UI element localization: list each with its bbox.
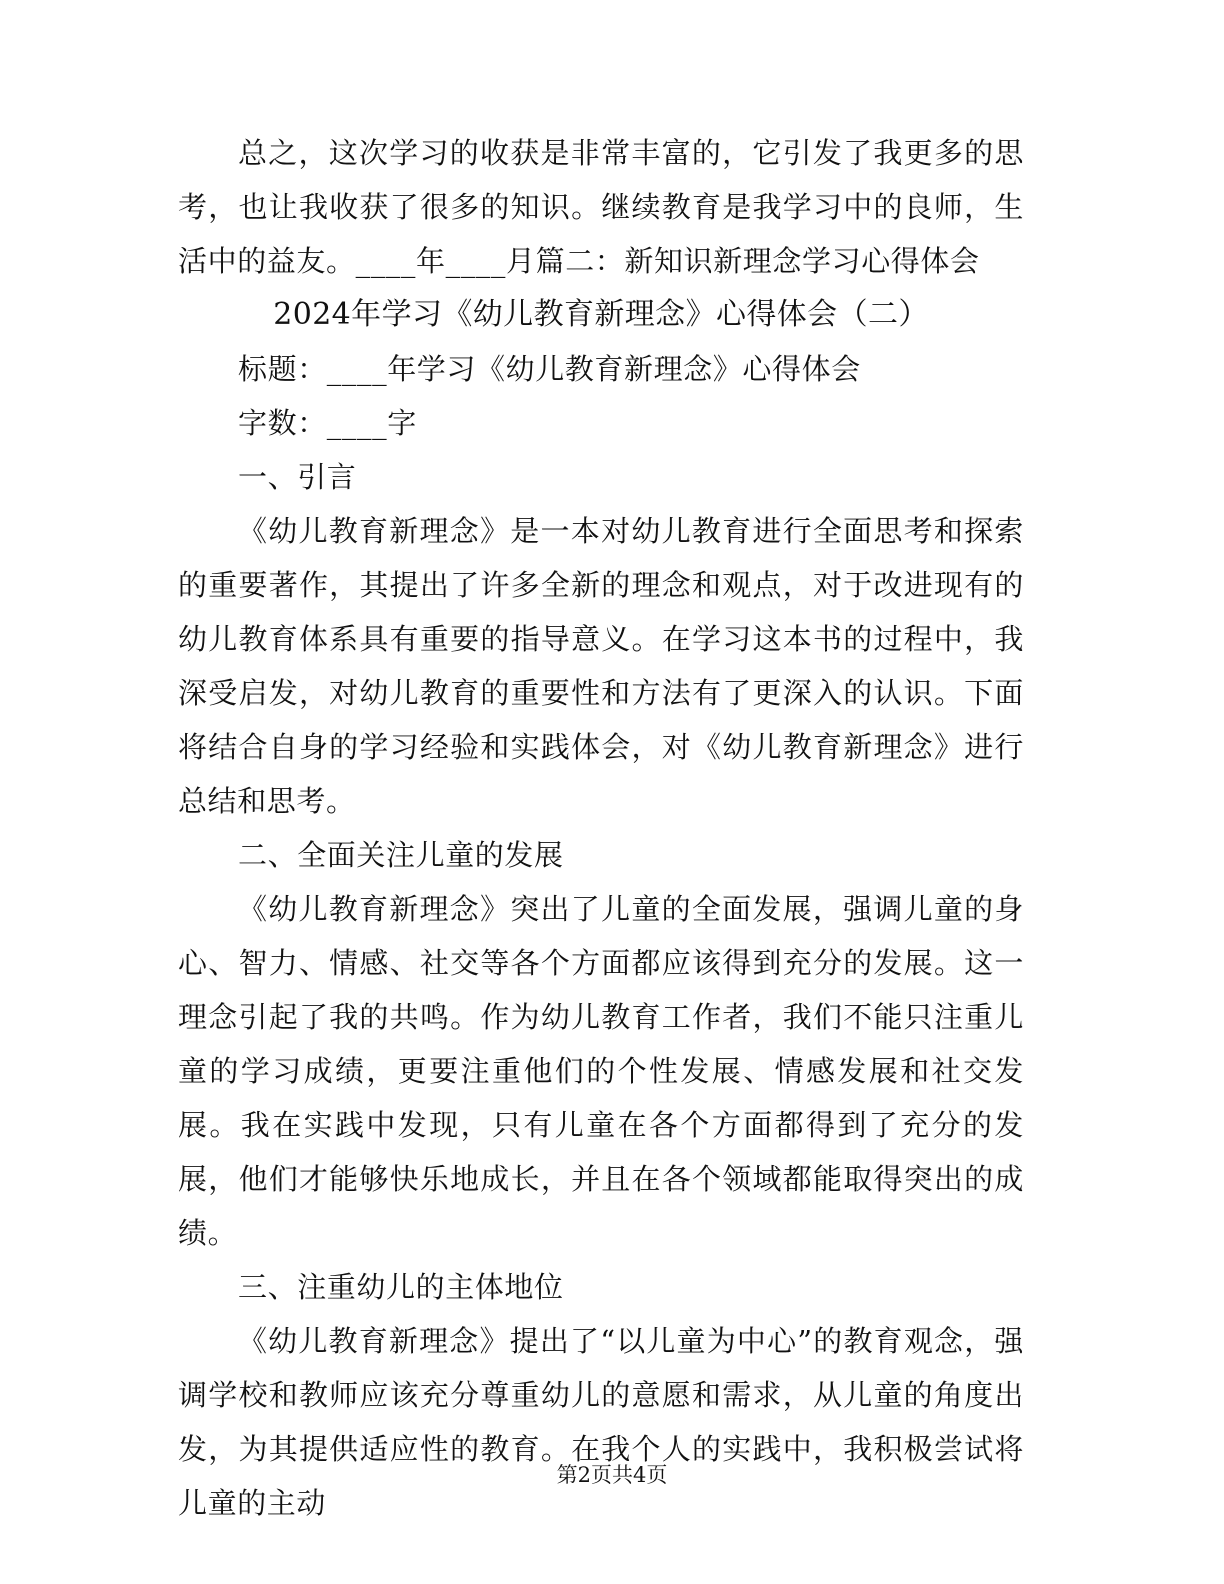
page-number-footer: 第2页共4页 bbox=[556, 1463, 668, 1487]
paragraph-conclusion: 总之，这次学习的收获是非常丰富的，它引发了我更多的思考，也让我收获了很多的知识。继续教育是我学习中的良师，生活中的益友。____年____月篇二：新知识新理念学习心得体会 bbox=[178, 136, 1024, 278]
document-title: 2024年学习《幼儿教育新理念》心得体会（二） bbox=[273, 297, 929, 332]
section-heading-development: 二、全面关注儿童的发展 bbox=[238, 838, 564, 872]
section-heading-subject-status: 三、注重幼儿的主体地位 bbox=[238, 1270, 564, 1304]
section-heading-introduction: 一、引言 bbox=[238, 460, 357, 494]
paragraph-development: 《幼儿教育新理念》突出了儿童的全面发展，强调儿童的身心、智力、情感、社交等各个方面都应该得到充分的发展。这一理念引起了我的共鸣。作为幼儿教育工作者，我们不能只注重儿童的学习成绩，更要注重他们的个性发展、情感发展和社交发展。我在实践中发现，只有儿童在各个方面都得到了充分的发展，他们才能够快乐地成长，并且在各个领域都能取得突出的成绩。 bbox=[178, 892, 1024, 1250]
meta-title-line: 标题：____年学习《幼儿教育新理念》心得体会 bbox=[238, 352, 861, 386]
paragraph-introduction: 《幼儿教育新理念》是一本对幼儿教育进行全面思考和探索的重要著作，其提出了许多全新的理念和观点，对于改进现有的幼儿教育体系具有重要的指导意义。在学习这本书的过程中，我深受启发，对幼儿教育的重要性和方法有了更深入的认识。下面将结合自身的学习经验和实践体会，对《幼儿教育新理念》进行总结和思考。 bbox=[178, 514, 1024, 818]
paragraph-subject-status: 《幼儿教育新理念》提出了“以儿童为中心”的教育观念，强调学校和教师应该充分尊重幼儿的意愿和需求，从儿童的角度出发，为其提供适应性的教育。在我个人的实践中，我积极尝试将儿童的主动 bbox=[178, 1324, 1024, 1520]
document-body bbox=[178, 126, 1024, 1530]
meta-word-count-line: 字数：____字 bbox=[238, 406, 417, 440]
